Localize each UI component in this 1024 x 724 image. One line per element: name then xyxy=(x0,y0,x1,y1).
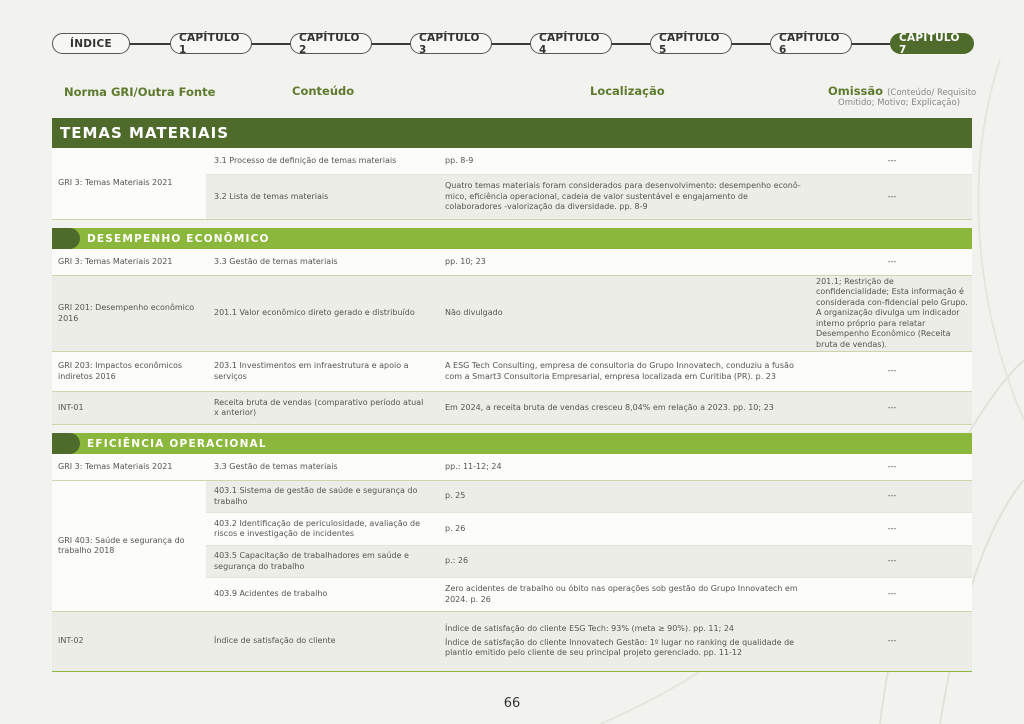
section-title-temas-materiais: TEMAS MATERIAIS xyxy=(52,118,972,148)
conteudo-cell: 203.1 Investimentos em infraestrutura e apoio a serviços xyxy=(214,361,409,381)
nav-capitulo-7[interactable]: CAPÍTULO 7 xyxy=(890,33,974,54)
omissao-cell: 201.1; Restrição de confidencialidade; Esta informação é considerada con-fidencial pelo Grupo. A organização divulga um indicador interno próprio para relatar Desempenho Econômico (Receita bruta de vendas). xyxy=(816,276,968,349)
omissao-cell: --- xyxy=(887,636,897,646)
nav-capitulo-2[interactable]: CAPÍTULO 2 xyxy=(290,33,372,54)
conteudo-cell: 3.3 Gestão de temas materiais xyxy=(214,256,338,266)
localizacao-cell: A ESG Tech Consulting, empresa de consultoria do Grupo Innovatech, conduziu a fusão com a Smart3 Consultoria Empresarial, empresa localizada em Curitiba (PR). p. 23 xyxy=(445,361,794,381)
table-row xyxy=(206,513,972,546)
nav-capitulo-4[interactable]: CAPÍTULO 4 xyxy=(530,33,612,54)
conteudo-cell: 3.3 Gestão de temas materiais xyxy=(214,461,338,471)
norma-cell: GRI 403: Saúde e segurança do trabalho 2018 xyxy=(52,481,206,611)
table-row xyxy=(206,578,972,611)
subsection-desempenho-economico xyxy=(52,228,972,249)
conteudo-cell: 403.9 Acidentes de trabalho xyxy=(214,589,328,599)
omissao-cell: --- xyxy=(887,366,897,376)
localizacao-cell: p.: 26 xyxy=(445,556,469,566)
localizacao-cell: p. 26 xyxy=(445,523,466,533)
subsection-eficiencia-operacional xyxy=(52,433,972,454)
localizacao-line-1: Índice de satisfação do cliente ESG Tech: 93% (meta ≥ 90%). pp. 11; 24 xyxy=(445,624,734,634)
conteudo-cell: Índice de satisfação do cliente xyxy=(214,636,336,646)
chapter-navigation xyxy=(52,33,974,55)
nav-capitulo-6[interactable]: CAPÍTULO 6 xyxy=(770,33,852,54)
localizacao-cell: Não divulgado xyxy=(445,308,503,318)
localizacao-cell: pp. 10; 23 xyxy=(445,256,486,266)
header-omissao-sub2: Omitido; Motivo; Explicação) xyxy=(838,98,961,108)
table-row xyxy=(52,612,972,672)
table-row xyxy=(206,175,972,219)
omissao-cell: --- xyxy=(887,556,897,566)
header-omissao-sub1: (Conteúdo/ Requisito xyxy=(887,88,977,98)
subsection-tab-marker xyxy=(52,433,80,454)
conteudo-cell: Receita bruta de vendas (comparativo período atual x anterior) xyxy=(214,397,424,417)
temas-materiais-group xyxy=(52,148,972,220)
conteudo-cell: 3.1 Processo de definição de temas materiais xyxy=(214,155,397,165)
conteudo-cell: 3.2 Lista de temas materiais xyxy=(214,191,329,201)
header-localizacao: Localização xyxy=(590,84,665,98)
norma-cell: GRI 3: Temas Materiais 2021 xyxy=(52,148,206,219)
nav-capitulo-5[interactable]: CAPÍTULO 5 xyxy=(650,33,732,54)
conteudo-cell: 403.1 Sistema de gestão de saúde e segurança do trabalho xyxy=(214,486,418,506)
header-omissao xyxy=(828,84,976,98)
norma-cell: GRI 201: Desempenho econômico 2016 xyxy=(58,303,195,323)
norma-cell: INT-01 xyxy=(58,402,84,412)
omissao-cell: --- xyxy=(887,155,897,165)
header-omissao-title: Omissão xyxy=(828,84,884,98)
subsection-title: EFICIÊNCIA OPERACIONAL xyxy=(87,437,267,450)
localizacao-cell: Em 2024, a receita bruta de vendas cresceu 8,04% em relação a 2023. pp. 10; 23 xyxy=(445,402,774,412)
page-number: 66 xyxy=(503,696,521,711)
omissao-cell: --- xyxy=(887,491,897,501)
subsection-tab-marker xyxy=(52,228,80,249)
norma-cell: INT-02 xyxy=(58,636,84,646)
saude-seguranca-group xyxy=(52,481,972,612)
conteudo-cell: 403.5 Capacitação de trabalhadores em saúde e segurança do trabalho xyxy=(214,551,409,571)
gri-content-table xyxy=(52,118,972,672)
table-row xyxy=(52,249,972,276)
localizacao-cell: p. 25 xyxy=(445,491,466,501)
header-conteudo: Conteúdo xyxy=(292,84,355,98)
nav-capitulo-3[interactable]: CAPÍTULO 3 xyxy=(410,33,492,54)
localizacao-cell: Quatro temas materiais foram considerados para desenvolvimento: desempenho econô-mico, eficiência operacional, cadeia de valor sustentável e engajamento de colaboradores -valorização da diversidade. pp. 8-9 xyxy=(445,181,801,212)
localizacao-line-2: Índice de satisfação do cliente Innovatech Gestão: 1º lugar no ranking de qualidade de plantio emitido pelo cliente de seu principal projeto gerenciado. pp. 11-12 xyxy=(445,637,795,658)
omissao-cell: --- xyxy=(887,191,897,201)
omissao-cell: --- xyxy=(887,523,897,533)
localizacao-cell: pp.: 11-12; 24 xyxy=(445,461,502,471)
localizacao-cell xyxy=(437,612,812,671)
subsection-title: DESEMPENHO ECONÔMICO xyxy=(87,232,270,245)
norma-cell: GRI 3: Temas Materiais 2021 xyxy=(58,256,173,266)
conteudo-cell: 201.1 Valor econômico direto gerado e distribuído xyxy=(214,308,415,318)
localizacao-cell: pp. 8-9 xyxy=(445,155,474,165)
header-norma: Norma GRI/Outra Fonte xyxy=(64,85,216,99)
omissao-cell: --- xyxy=(887,589,897,599)
table-row xyxy=(52,276,972,352)
localizacao-cell: Zero acidentes de trabalho ou óbito nas operações sob gestão do Grupo Innovatech em 2024. p. 26 xyxy=(445,584,798,604)
nav-indice[interactable]: ÍNDICE xyxy=(52,33,130,54)
table-row xyxy=(52,454,972,481)
table-row xyxy=(52,352,972,392)
table-row xyxy=(52,392,972,425)
conteudo-cell: 403.2 Identificação de periculosidade, avaliação de riscos e investigação de incidentes xyxy=(214,518,421,538)
omissao-cell: --- xyxy=(887,256,897,266)
omissao-cell: --- xyxy=(887,402,897,412)
table-row xyxy=(206,546,972,578)
table-row xyxy=(206,481,972,513)
omissao-cell: --- xyxy=(887,461,897,471)
norma-cell: GRI 203: Impactos econômicos indiretos 2016 xyxy=(58,361,183,381)
nav-capitulo-1[interactable]: CAPÍTULO 1 xyxy=(170,33,252,54)
norma-cell: GRI 3: Temas Materiais 2021 xyxy=(58,461,173,471)
table-row xyxy=(206,148,972,175)
